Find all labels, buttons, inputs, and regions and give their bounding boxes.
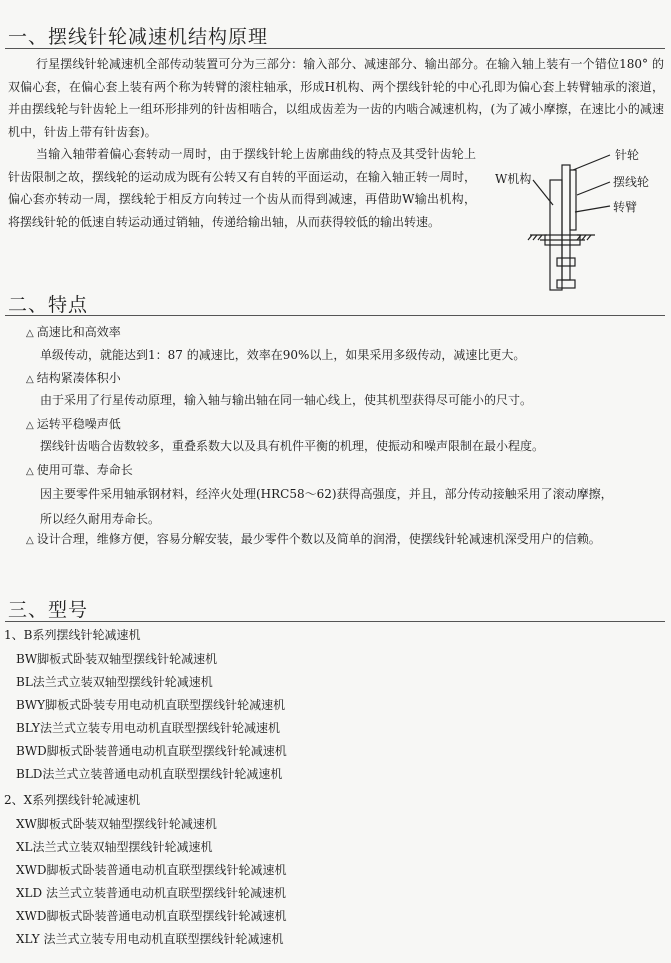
x-series-header: 2、X系列摆线针轮减速机 — [4, 793, 141, 807]
reducer-structure-diagram — [495, 140, 665, 304]
section-3-rule — [5, 621, 665, 622]
triangle-icon: △ — [26, 466, 34, 477]
b-series-item: BW脚板式卧装双轴型摆线针轮减速机 — [16, 652, 218, 666]
feature-4-title — [26, 461, 133, 478]
x-series-item: XWD脚板式卧装普通电动机直联型摆线针轮减速机 — [16, 863, 287, 877]
section-2-title: 二、特点 — [8, 294, 89, 316]
feature-4-title-text: 使用可靠、寿命长 — [36, 463, 133, 477]
label-turning-arm: 转臂 — [613, 200, 638, 214]
label-pin-wheel: 针轮 — [615, 148, 640, 162]
feature-2-title — [26, 369, 121, 386]
section-1-paragraph-1: 行星摆线针轮减速机全部传动装置可分为三部分：输入部分、减速部分、输出部分。在输入轴上装有一个错位180° 的双偏心套，在偏心套上装有两个称为转臂的滚柱轴承，形成H机构、两个摆线针轮的中心孔即为偏心套上转臂轴承的滚道，并由摆线轮与针齿轮上一组环形排列的针齿相啮合，以组成齿差为一齿的内啮合减速机构，(为了减小摩擦，在速比小的减速机中，针齿上带有针齿套)。 — [8, 57, 664, 139]
feature-2-title-text: 结构紧凑体积小 — [36, 371, 121, 385]
label-cycloid-wheel: 摆线轮 — [613, 175, 650, 189]
feature-4-desc: 因主要零件采用轴承钢材料，经淬火处理(HRC58～62)获得高强度，并且，部分传动接触采用了滚动摩擦， — [40, 487, 613, 501]
x-series-item: XLD 法兰式立装普通电动机直联型摆线针轮减速机 — [16, 886, 286, 900]
feature-1-title — [26, 323, 121, 340]
section-2-rule — [5, 315, 665, 316]
b-series-item: BWY脚板式卧装专用电动机直联型摆线针轮减速机 — [16, 698, 286, 712]
x-series-item: XL法兰式立装双轴型摆线针轮减速机 — [16, 840, 213, 854]
feature-5-title — [26, 530, 601, 547]
feature-3-desc: 摆线针齿啮合齿数较多，重叠系数大以及具有机件平衡的机理，使振动和噪声限制在最小程度。 — [40, 439, 545, 453]
section-3-title: 三、型号 — [8, 599, 89, 621]
x-series-item: XLY 法兰式立装专用电动机直联型摆线针轮减速机 — [16, 932, 284, 946]
triangle-icon: △ — [26, 328, 34, 339]
feature-1-title-text: 高速比和高效率 — [36, 325, 121, 339]
b-series-item: BLY法兰式立装专用电动机直联型摆线针轮减速机 — [16, 721, 280, 735]
feature-5-title-text: 设计合理，维修方便，容易分解安装，最少零件个数以及简单的润滑，使摆线针轮减速机深受用户的信赖。 — [36, 532, 601, 546]
section-1-rule — [5, 48, 665, 49]
feature-3-title — [26, 415, 121, 432]
structure-drawing — [495, 140, 665, 300]
triangle-icon: △ — [26, 535, 34, 546]
feature-1-desc: 单级传动，就能达到1：87 的减速比，效率在90%以上，如果采用多级传动，减速比更大。 — [40, 348, 526, 362]
x-series-item: XWD脚板式卧装普通电动机直联型摆线针轮减速机 — [16, 909, 287, 923]
section-1-title: 一、摆线针轮减速机结构原理 — [8, 26, 269, 48]
label-w-mechanism: W机构 — [495, 172, 532, 186]
triangle-icon: △ — [26, 420, 34, 431]
feature-4-desc-2: 所以经久耐用寿命长。 — [40, 512, 161, 526]
b-series-item: BWD脚板式卧装普通电动机直联型摆线针轮减速机 — [16, 744, 287, 758]
feature-2-desc: 由于采用了行星传动原理，输入轴与输出轴在同一轴心线上，使其机型获得尽可能小的尺寸。 — [40, 393, 533, 407]
x-series-item: XW脚板式卧装双轴型摆线针轮减速机 — [16, 817, 217, 831]
feature-3-title-text: 运转平稳噪声低 — [36, 417, 121, 431]
b-series-item: BL法兰式立装双轴型摆线针轮减速机 — [16, 675, 213, 689]
triangle-icon: △ — [26, 374, 34, 385]
b-series-item: BLD法兰式立装普通电动机直联型摆线针轮减速机 — [16, 767, 283, 781]
section-1-paragraph-2: 当输入轴带着偏心套转动一周时，由于摆线针轮上齿廓曲线的特点及其受针齿轮上针齿限制之故，摆线轮的运动成为既有公转又有自转的平面运动，在输入轴正转一周时，偏心套亦转动一周，摆线轮于相反方向转过一个齿从而得到减速，再借助W输出机构，将摆线针轮的低速自转运动通过销轴，传递给输出轴，从而获得较低的输出转速。 — [8, 147, 477, 229]
b-series-header: 1、B系列摆线针轮减速机 — [4, 628, 141, 642]
